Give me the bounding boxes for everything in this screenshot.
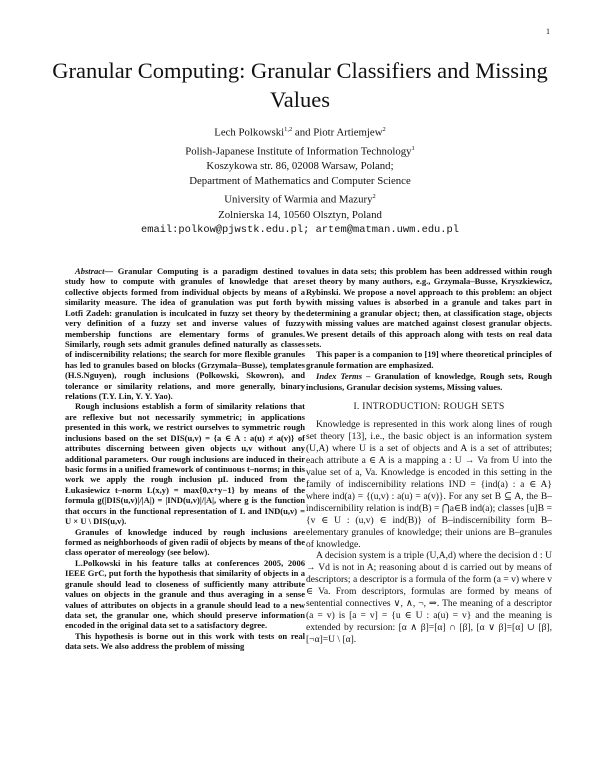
affiliation-3: [40, 189, 560, 208]
affiliation-1-text: Polish-Japanese Institute of Information Technology: [185, 145, 412, 158]
abstract-paragraph-6: values in data sets; this problem has been addressed within rough set theory by many authors, e.g., Grzymala–Busse, Kryszkiewicz, Rybinski. We propose a novel approach to this problem: an object with missing values is absorbed in a granule and takes part in determining a granular object; then, at classification stage, objects with missing values are matched against closest granular objects. We present details of this approach along with tests on real data sets.: [306, 266, 552, 349]
author-1-sup: 1,2: [284, 126, 293, 133]
abstract-paragraph-5: This hypothesis is borne out in this work with tests on real data sets. We also address the problem of missing: [65, 630, 305, 652]
intro-paragraph-1: Knowledge is represented in this work along lines of rough set theory [13], i.e., the basic object is an information system (U,A) where U is a set of objects and A is a set of attributes; each attribute a ∈ A is a mapping a : U → Va from U into the value set of a, Va. Knowledge is encoded in this setting in the family of indiscernibility relations IND = {ind(a) : a ∈ A} where ind(a) = {(u,v) : a(u) = a(v)}. For any set B ⊆ A, the B–indiscernibility relation is ind(B) = ⋂a∈B ind(a); classes [u]B = {v ∈ U : (u,v) ∈ ind(B)} of B–indiscernibility form B–elementary granules of knowledge; their unions are B–granules of knowledge.: [306, 419, 552, 550]
author-2: and Piotr Artiemjew: [292, 126, 383, 139]
abstract-paragraph-2: Rough inclusions establish a form of similarity relations that are reflexive but not necessarily symmetric; in applications presented in this work, we restrict ourselves to symmetric rough inclusions based on the set DIS(u,v) = {a ∈ A : a(u) ≠ a(v)} of attributes discerning between given objects u,v without any additional parameters. Our rough inclusions are induced in their basic forms in a unified framework of continuous t–norms; in this work we apply the rough inclusion μL induced from the Łukasiewicz t–norm L(x,y) = max{0,x+y−1} by means of the formula g(|DIS(u,v)|/|A|) = |IND(u,v)|/|A|, where g is the function that occurs in the functional representation of L and IND(u,v) = U × U \ DIS(u,v).: [65, 401, 305, 527]
address-2: Zolnierska 14, 10560 Olsztyn, Poland: [218, 208, 382, 221]
abstract-continuation: [306, 266, 552, 392]
abstract-text: Granular Computing is a paradigm destined to study how to compute with granules of knowledge that are collective objects formed from individual objects by means of a similarity measure. The idea of granulation was put forth by Lotfi Zadeh: granulation is inculcated in fuzzy set theory by the very definition of a fuzzy set and inverse values of fuzzy membership functions are elementary forms of granules. Similarly, rough sets admit granules defined naturally as classes of indiscernibility relations; the search for more flexible granules has led to granules based on blocks (Grzymala–Busse), templates (H.S.Nguyen), rough inclusions (Polkowski, Skowron), and tolerance or similarity relations, and more generally, binary relations (T.Y. Lin, Y. Y. Yao).: [65, 266, 305, 402]
abstract-dash: —: [104, 266, 118, 276]
affiliation-1: [40, 141, 560, 160]
abstract-label: Abstract: [75, 266, 105, 276]
index-terms: [306, 371, 552, 392]
page-number: 1: [546, 27, 550, 36]
author-2-sup: 2: [382, 126, 386, 133]
affiliation-2: Department of Mathematics and Computer Science: [189, 175, 411, 188]
author-block: [40, 122, 560, 238]
affiliation-3-text: University of Warmia and Mazury: [224, 193, 373, 206]
intro-body: [306, 419, 552, 645]
index-terms-label: Index Terms: [316, 371, 363, 382]
index-terms-text: – Granulation of knowledge, Rough sets, Rough inclusions, Granular decision systems, Missing values.: [306, 371, 552, 392]
left-column: [65, 266, 305, 652]
paper-title: Granular Computing: Granular Classifiers and Missing Values: [52, 58, 548, 112]
intro-paragraph-2: A decision system is a triple (U,A,d) where the decision d : U → Vd is not in A; reasoning about d is carried out by means of descriptors; a descriptor is a formula of the form (a = v) where v ∈ Va. From descriptors, formulas are formed by means of sentential connectives ∨, ∧, ¬, ⇒. The meaning of a descriptor (a = v) is [a = v] = {u ∈ U : a(u) = v} and the meaning is extended by recursion: [α ∧ β]=[α] ∩ [β], [α ∨ β]=[α] ∪ [β], [¬α]=U \ [α].: [306, 550, 552, 645]
author-1: Lech Polkowski: [214, 126, 285, 139]
abstract-paragraph: [65, 266, 305, 401]
affiliation-3-sup: 2: [372, 193, 376, 201]
abstract-paragraph-4: L.Polkowski in his feature talks at conferences 2005, 2006 IEEE GrC, put forth the hypothesis that similarity of objects in a granule should lead to closeness of sufficiently many attribute values on objects in the granule and thus averaging in a sense values of attributes on objects in a granule should lead to a new data set, the granular one, which should preserve information encoded in the original data set to a satisfactory degree.: [65, 557, 305, 631]
section-heading: I. INTRODUCTION: ROUGH SETS: [353, 402, 505, 413]
address-1: Koszykowa str. 86, 02008 Warsaw, Poland;: [206, 160, 394, 173]
right-column: [306, 266, 552, 646]
abstract-paragraph-3: Granules of knowledge induced by rough inclusions are formed as neighborhoods of given radii of objects by means of the class operator of mereology (see below).: [65, 526, 305, 558]
affiliation-1-sup: 1: [411, 144, 415, 152]
email-line[interactable]: email:polkow@pjwstk.edu.pl; artem@matman.uwm.edu.pl: [140, 223, 459, 236]
author-line: [40, 122, 560, 141]
abstract-paragraph-7: This paper is a companion to [19] where theoretical principles of granule formation are emphasized.: [306, 349, 552, 370]
